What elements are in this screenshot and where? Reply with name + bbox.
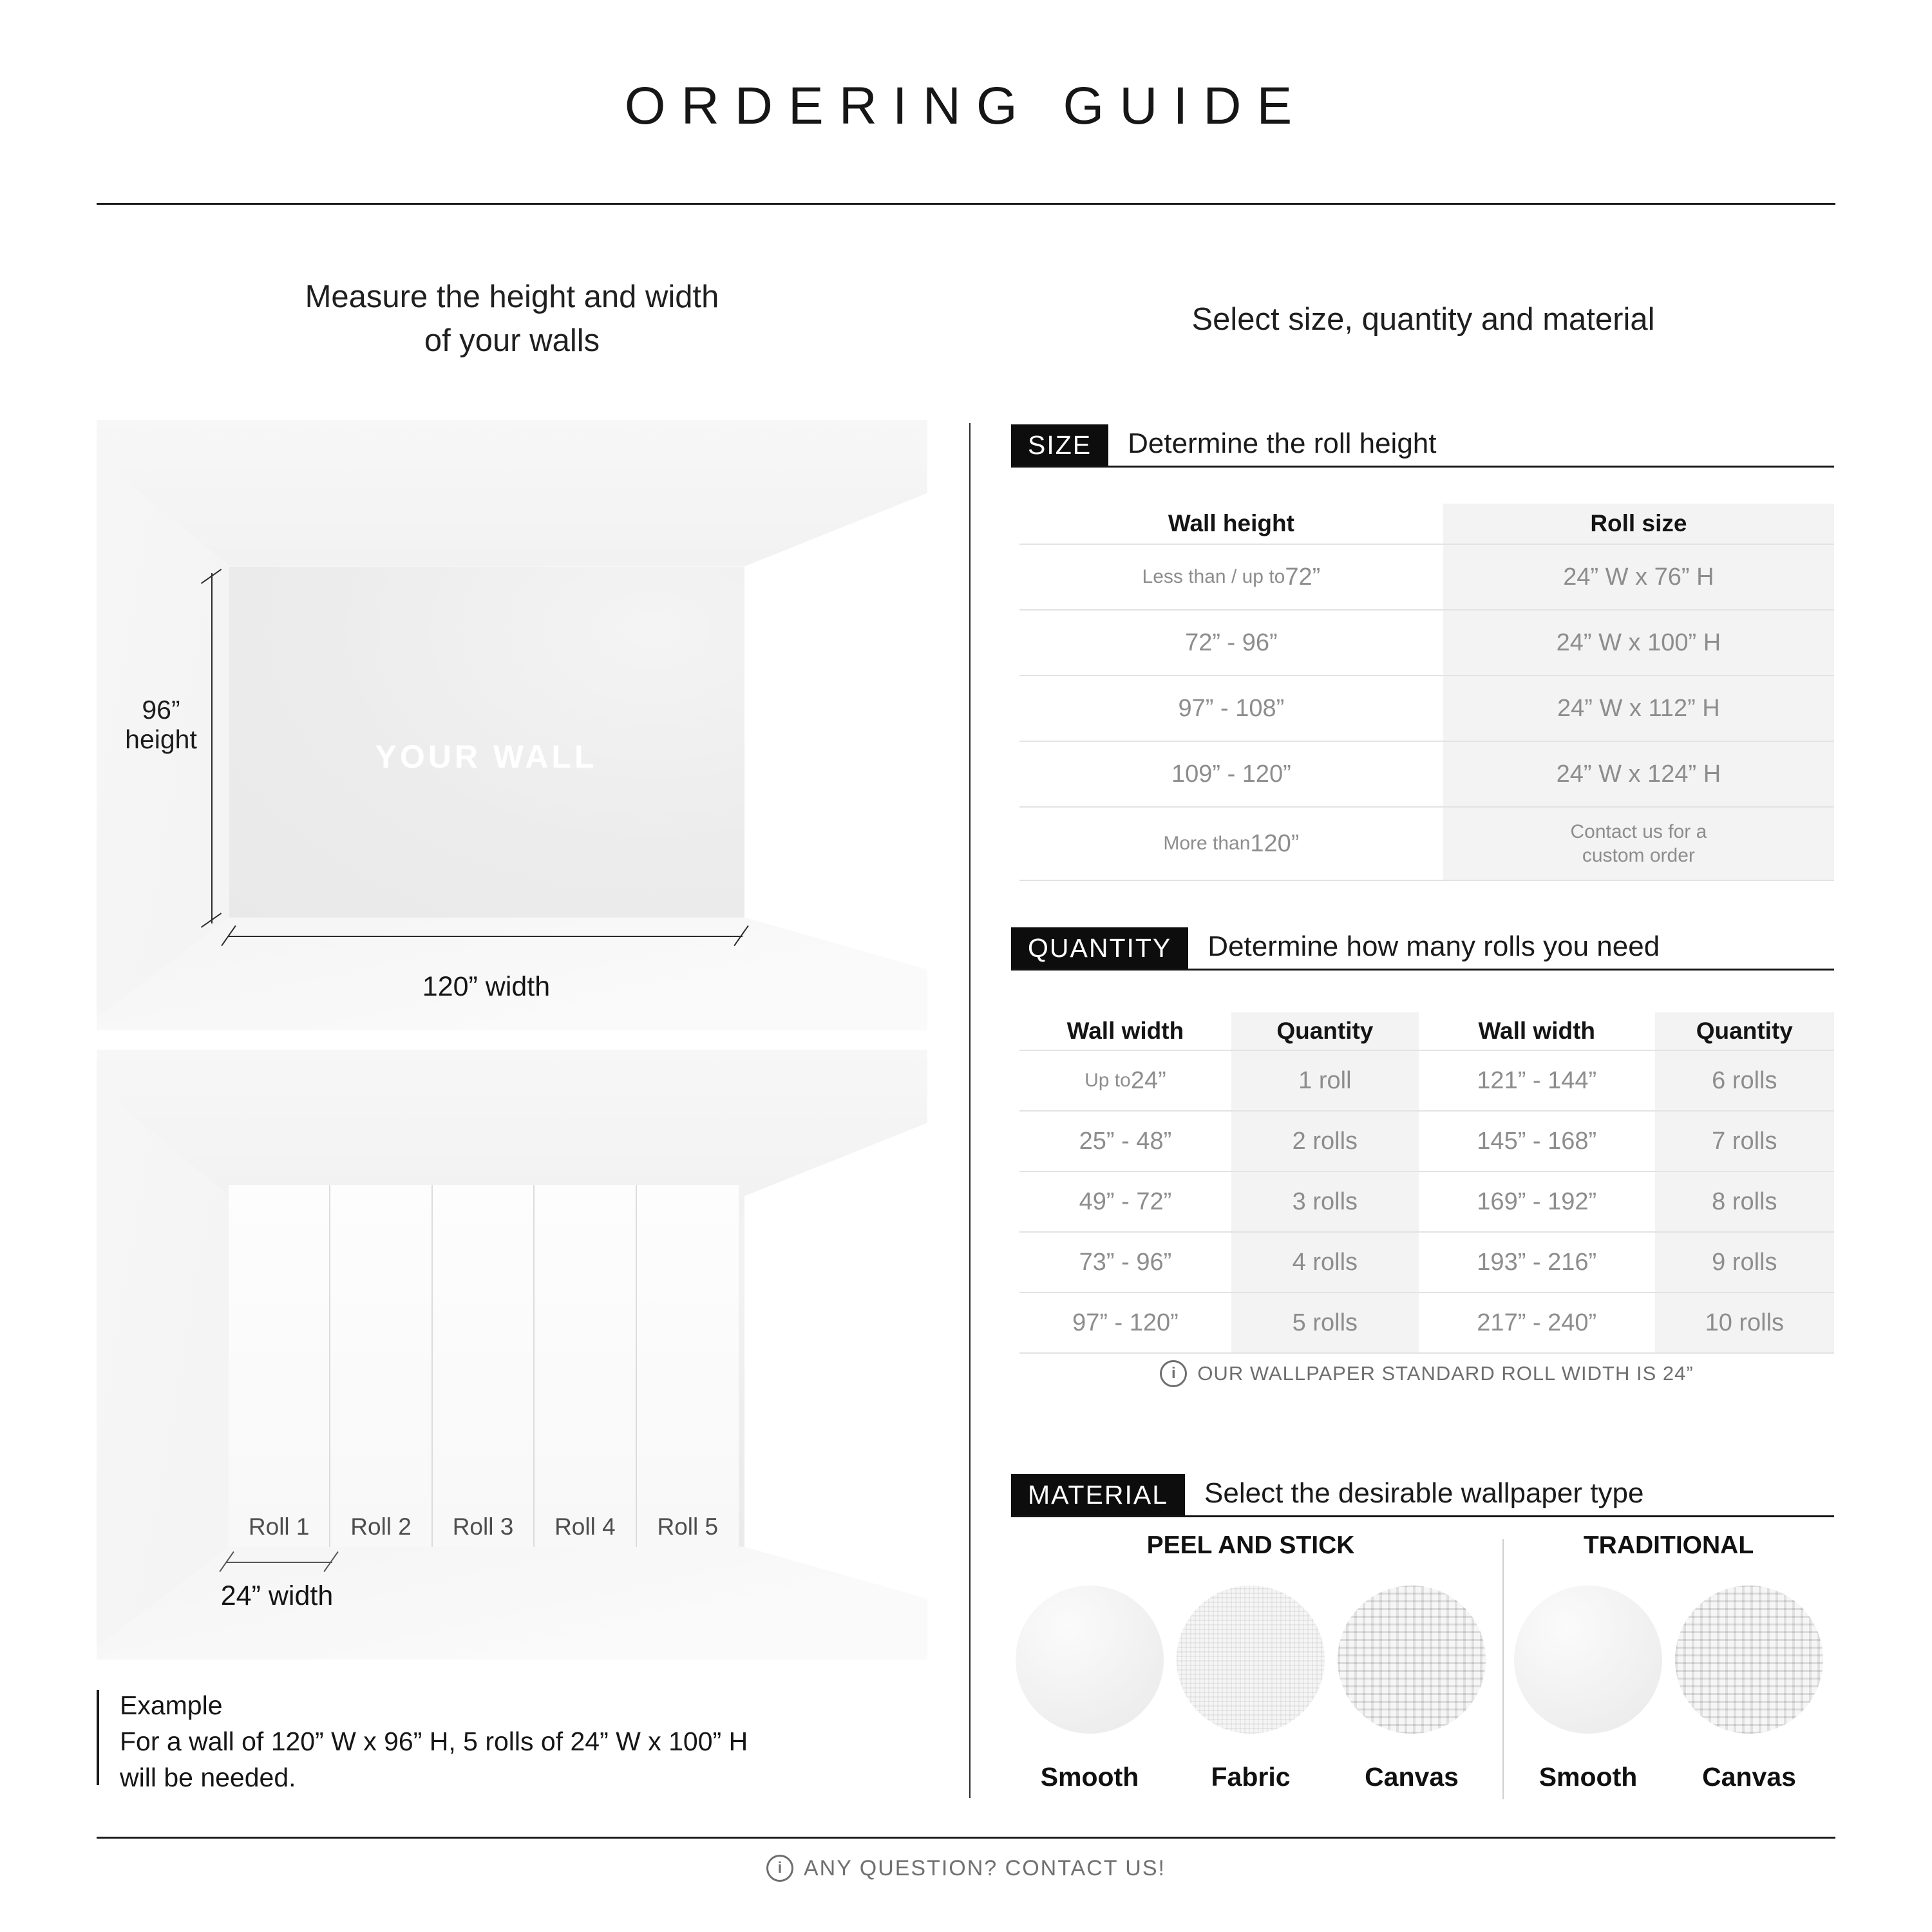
measure-heading-line2: of your walls — [424, 323, 600, 358]
canvas-texture-swatch — [1675, 1586, 1823, 1734]
size-section-title: Determine the roll height — [1128, 428, 1437, 459]
material-badge: MATERIAL — [1011, 1474, 1185, 1515]
material-label: Canvas — [1702, 1762, 1796, 1792]
quantity-value: 6 rolls — [1712, 1066, 1777, 1094]
quantity-row — [1019, 1110, 1834, 1171]
quantity-section-header — [1011, 927, 1834, 971]
material-group-title: TRADITIONAL — [1583, 1531, 1754, 1559]
roll-width-note-text: OUR WALLPAPER STANDARD ROLL WIDTH IS 24” — [1197, 1362, 1694, 1385]
quantity-row — [1019, 1292, 1834, 1354]
size-row — [1019, 609, 1834, 675]
room-illustration-measure — [97, 420, 927, 1030]
example-accent-bar — [97, 1690, 99, 1785]
wall-height-range: 72” - 96” — [1185, 629, 1278, 656]
material-swatch — [1674, 1586, 1824, 1792]
footer-contact-text: ANY QUESTION? CONTACT US! — [804, 1855, 1166, 1880]
size-row — [1019, 544, 1834, 609]
wallpaper-roll-panels — [229, 1185, 739, 1547]
roll-label: Roll 2 — [350, 1513, 412, 1540]
size-table — [1019, 504, 1834, 881]
wall-height-prefix: More than — [1163, 833, 1251, 854]
quantity-value: 7 rolls — [1712, 1127, 1777, 1155]
size-section-header — [1011, 424, 1834, 468]
roll-label: Roll 4 — [554, 1513, 616, 1540]
quantity-value: 1 roll — [1298, 1066, 1352, 1094]
width-dimension-line — [229, 936, 743, 937]
col-wall-width: Wall width — [1066, 1018, 1184, 1044]
wall-height-prefix: Less than / up to — [1142, 566, 1285, 587]
wall-width-label: 120” width — [422, 971, 551, 1002]
smooth-texture-swatch — [1514, 1586, 1662, 1734]
material-group-peel-and-stick — [1011, 1531, 1490, 1792]
wall-width-range: 145” - 168” — [1477, 1127, 1597, 1155]
wall-height-range: 109” - 120” — [1171, 760, 1291, 788]
roll-size-value: 24” W x 124” H — [1556, 760, 1721, 788]
roll-panel — [637, 1185, 739, 1547]
material-swatch — [1513, 1586, 1663, 1792]
roll-panel — [229, 1185, 330, 1547]
roll-label: Roll 5 — [657, 1513, 719, 1540]
quantity-value: 10 rolls — [1705, 1309, 1785, 1336]
quantity-row — [1019, 1231, 1834, 1292]
roll-panel — [433, 1185, 535, 1547]
wall-width-range: 24” — [1130, 1066, 1166, 1094]
material-group-divider — [1502, 1539, 1504, 1799]
measure-heading — [97, 276, 927, 363]
quantity-value: 3 rolls — [1292, 1188, 1358, 1215]
example-line1: For a wall of 120” W x 96” H, 5 rolls of 24” W x 100” H — [120, 1727, 748, 1757]
quantity-value: 8 rolls — [1712, 1188, 1777, 1215]
quantity-value: 9 rolls — [1712, 1248, 1777, 1276]
col-quantity: Quantity — [1231, 1012, 1419, 1050]
material-swatch — [1176, 1586, 1325, 1792]
column-divider — [969, 423, 971, 1798]
room-illustration-rolls — [97, 1050, 927, 1660]
wall-height-range: 97” - 108” — [1178, 694, 1285, 722]
roll-label: Roll 3 — [452, 1513, 514, 1540]
material-swatch — [1337, 1586, 1486, 1792]
quantity-value: 4 rolls — [1292, 1248, 1358, 1276]
info-icon — [1160, 1360, 1187, 1387]
material-label: Canvas — [1365, 1762, 1459, 1792]
wall-width-range: 121” - 144” — [1477, 1066, 1597, 1094]
custom-order-line2: custom order — [1582, 845, 1695, 866]
wall-height-value: 96” — [142, 695, 180, 724]
canvas-texture-swatch — [1338, 1586, 1486, 1734]
wall-width-prefix: Up to — [1084, 1070, 1131, 1091]
smooth-texture-swatch — [1016, 1586, 1164, 1734]
material-group-title: PEEL AND STICK — [1146, 1531, 1355, 1559]
col-wall-height: Wall height — [1168, 510, 1294, 536]
info-icon — [766, 1855, 793, 1882]
footer-contact-note — [0, 1855, 1932, 1882]
info-icon-glyph: i — [777, 1859, 782, 1877]
select-heading: Select size, quantity and material — [1191, 302, 1655, 337]
material-section-title: Select the desirable wallpaper type — [1204, 1477, 1644, 1509]
quantity-badge: QUANTITY — [1011, 927, 1188, 969]
quantity-row — [1019, 1171, 1834, 1231]
wall-width-range: 25” - 48” — [1079, 1127, 1172, 1155]
wall-width-range: 49” - 72” — [1079, 1188, 1172, 1215]
custom-order-line1: Contact us for a — [1570, 820, 1707, 842]
roll-size-value: 24” W x 100” H — [1556, 629, 1721, 656]
material-swatch — [1015, 1586, 1164, 1792]
roll-width-label: 24” width — [220, 1580, 334, 1611]
material-group-traditional — [1503, 1531, 1834, 1792]
roll-label: Roll 1 — [248, 1513, 310, 1540]
wall-height-label — [106, 696, 216, 755]
quantity-value: 5 rolls — [1292, 1309, 1358, 1336]
quantity-section-title: Determine how many rolls you need — [1208, 931, 1660, 962]
quantity-table-header — [1019, 1012, 1834, 1050]
wall-height-range: 72” — [1285, 563, 1321, 591]
roll-size-value: 24” W x 76” H — [1563, 563, 1714, 591]
material-label: Smooth — [1040, 1762, 1139, 1792]
col-roll-size: Roll size — [1443, 504, 1834, 544]
footer-divider — [97, 1837, 1835, 1839]
page-title: ORDERING GUIDE — [624, 77, 1308, 135]
size-row — [1019, 675, 1834, 741]
col-quantity: Quantity — [1655, 1012, 1834, 1050]
size-badge: SIZE — [1011, 424, 1108, 466]
material-label: Fabric — [1211, 1762, 1291, 1792]
info-icon-glyph: i — [1171, 1365, 1176, 1382]
size-table-header — [1019, 504, 1834, 544]
material-groups — [1011, 1531, 1834, 1792]
size-row — [1019, 741, 1834, 806]
wall-height-word: height — [125, 724, 197, 754]
example-title: Example — [120, 1690, 223, 1720]
material-section-header — [1011, 1474, 1834, 1517]
roll-panel — [330, 1185, 432, 1547]
wall-width-range: 217” - 240” — [1477, 1309, 1597, 1336]
quantity-table — [1019, 1012, 1834, 1354]
quantity-value: 2 rolls — [1292, 1127, 1358, 1155]
col-wall-width: Wall width — [1478, 1018, 1596, 1044]
wall-width-range: 193” - 216” — [1477, 1248, 1597, 1276]
wall-width-range: 73” - 96” — [1079, 1248, 1172, 1276]
example-block — [97, 1690, 927, 1799]
header-divider — [97, 203, 1835, 205]
your-wall-label: YOUR WALL — [375, 739, 598, 775]
roll-size-value: 24” W x 112” H — [1557, 694, 1720, 722]
roll-width-note — [1019, 1360, 1834, 1387]
quantity-row — [1019, 1050, 1834, 1110]
roll-width-dimension-line — [227, 1562, 332, 1563]
fabric-texture-swatch — [1177, 1586, 1325, 1734]
wall-height-range: 120” — [1250, 829, 1300, 857]
size-row — [1019, 806, 1834, 881]
roll-panel — [535, 1185, 636, 1547]
example-line2: will be needed. — [120, 1763, 296, 1793]
wall-width-range: 169” - 192” — [1477, 1188, 1597, 1215]
wall-width-range: 97” - 120” — [1072, 1309, 1179, 1336]
measure-heading-line1: Measure the height and width — [305, 279, 719, 314]
material-label: Smooth — [1539, 1762, 1638, 1792]
